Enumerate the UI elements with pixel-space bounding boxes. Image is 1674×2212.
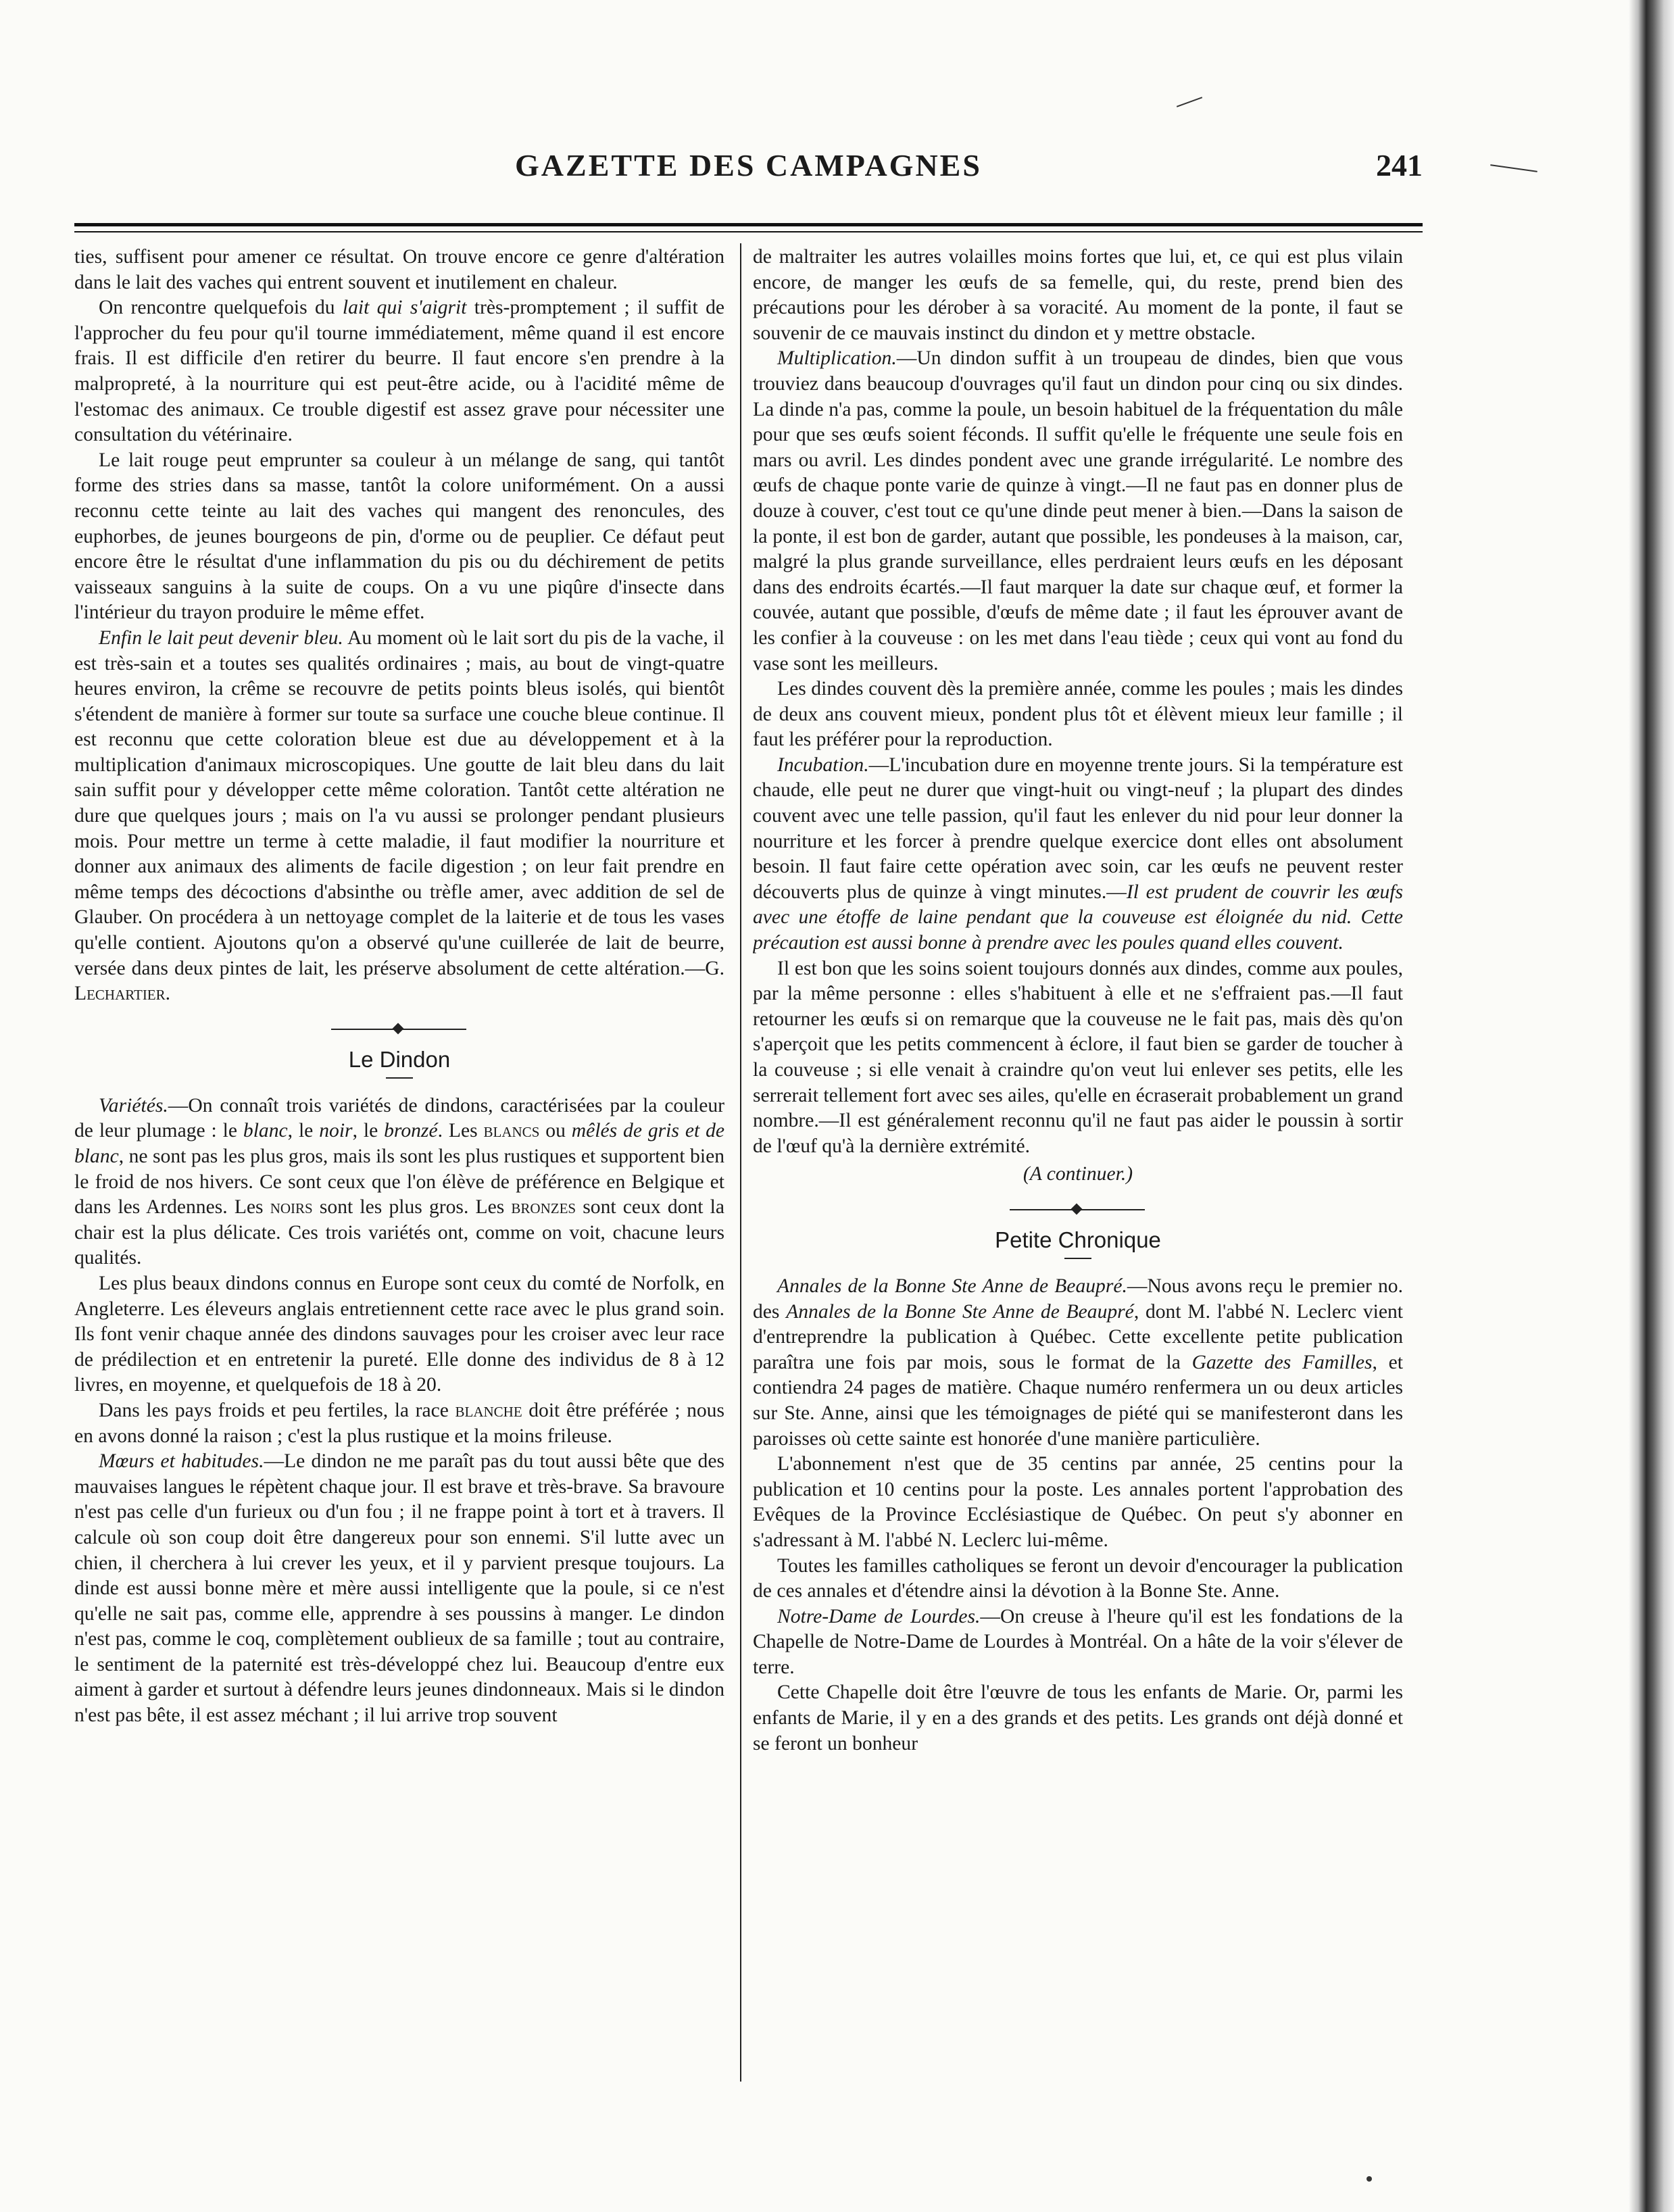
paragraph: Multiplication.—Un dindon suffit à un troupeau de dindes, bien que vous trouviez dans beaucoup d'ouvrages qu'il faut un dindon pour cinq ou six dindes. La dinde n'a pas, comme la poule, un besoin habituel de la fréquentation du mâle pour que ses œufs soient féconds. Il suffit qu'elle le fréquente une seule fois en mars ou avril. Les dindes pondent avec une grande irrégularité. Le nombre des œufs de chaque ponte varie de quinze à vingt.—Il ne faut pas en donner plus de douze à couver, c'est tout ce qu'une dinde peut mener à bien.—Dans la saison de la ponte, il est bon de garder, autant que possible, les pondeuses à la maison, car, malgré la plus grande surveillance, elles perdraient leurs œufs en les déposant dans des endroits écartés.—Il faut marquer la date sur chaque œuf, et former la couvée, autant que possible, d'œufs de même date ; il faut les éprouver avant de les confier à la couveuse : on les met dans l'eau tiède ; ceux qui vont au fond du vase sont les meilleurs.: [753, 347, 1403, 674]
paragraph: Le lait rouge peut emprunter sa couleur à un mélange de sang, qui tantôt forme des stries dans sa masse, tantôt la colore uniformément. On a aussi reconnu cette teinte au lait des vaches qui mangent des renoncules, des euphorbes, de jeunes bourgeons de pin, d'orme ou de peuplier. Ce défaut peut encore être le résultat d'une inflammation du pis ou du déchirement de petits vaisseaux sanguins à la suite de coups. On a vu une piqûre d'insecte dans l'intérieur du trayon produire le même effet.: [74, 449, 724, 624]
page-number: 241: [1376, 148, 1423, 182]
paragraph: Notre-Dame de Lourdes.—On creuse à l'heure qu'il est les fondations de la Chapelle de Notre-Dame de Lourdes à Montréal. On a hâte de la voir s'élever de terre.: [753, 1605, 1403, 1678]
paragraph: On rencontre quelquefois du lait qui s'aigrit très-promptement ; il suffit de l'approcher du feu pour qu'il tourne immédiatement, même quand il est encore frais. Il est difficile d'en retirer du beurre. Il faut encore s'en prendre à la malpropreté, à la nourriture qui est peut-être acide, ou à l'acidité même de l'estomac des animaux. Ce trouble digestif est assez grave pour nécessiter une consultation du vétérinaire.: [74, 297, 724, 446]
paragraph: Les plus beaux dindons connus en Europe sont ceux du comté de Norfolk, en Angleterre. Les éleveurs anglais entretiennent cette race avec le plus grand soin. Ils font venir chaque année des dindons sauvages pour les croiser avec leur race de prédilection et en entretenir la pureté. Elle donne des individus de 8 à 12 livres, en moyenne, et quelquefois de 18 à 20.: [74, 1272, 724, 1396]
author-signature: Lechartier.: [74, 983, 171, 1005]
paragraph: L'abonnement n'est que de 35 centins par année, 25 centins pour la publication et 10 centins pour la poste. Les annales portent l'approbation des Evêques de la Province Ecclésiastique de Québec. On peut s'y abonner en s'adressant à M. l'abbé N. Leclerc lui-même.: [753, 1453, 1403, 1551]
left-column: [74, 245, 724, 2083]
paragraph: Incubation.—L'incubation dure en moyenne trente jours. Si la température est chaude, elle peut ne durer que vingt-huit ou vingt-neuf ; la plupart des dindes couvent avec une telle passion, qu'il faut les enlever du nid pour leur donner la nourriture et les forcer à prendre quelque exercice dont elles ont absolument besoin. Il faut faire cette opération avec soin, car les œufs ne peuvent rester découverts plus de quinze à vingt minutes.—Il est prudent de couvrir les œufs avec une étoffe de laine pendant que la couveuse est éloignée du nid. Cette précaution est aussi bonne à prendre avec les poules quand elles couvent.: [753, 754, 1403, 954]
header-rule-thin: [74, 231, 1423, 232]
running-header: [74, 147, 1423, 195]
header-rule: [74, 223, 1423, 226]
section-title-chronique: Petite Chronique: [995, 1227, 1161, 1252]
paragraph: Variétés.—On connaît trois variétés de dindons, caractérisées par la couleur de leur plumage : le blanc, le noir, le bronzé. Les blancs ou mêlés de gris et de blanc, ne sont pas les plus gros, mais ils sont les plus rustiques et supportent bien le froid de nos hivers. Ce sont ceux que l'on élève de préférence en Belgique et dans les Ardennes. Les noirs sont les plus gros. Les bronzes sont ceux dont la chair est la plus délicate. Ces trois variétés ont, comme on voit, chacune leurs qualités.: [74, 1094, 724, 1269]
scan-speck: [1177, 97, 1202, 107]
paragraph: Annales de la Bonne Ste Anne de Beaupré.—Nous avons reçu le premier no. des Annales de la Bonne Ste Anne de Beaupré, dont M. l'abbé N. Leclerc vient d'entreprendre la publication à Québec. Cette excellente petite publication paraîtra une fois par mois, sous le format de la Gazette des Familles, et contiendra 24 pages de matière. Chaque numéro renfermera un ou deux articles sur Ste. Anne, ainsi que les témoignages de piété qui se manifesteront dans les paroisses où cette sainte est honorée d'une manière particulière.: [753, 1275, 1403, 1450]
right-column: [753, 245, 1403, 2083]
continuation-note: (A continuer.): [1023, 1163, 1133, 1185]
section-ornament: [74, 1018, 724, 1041]
section-ornament: [753, 1198, 1403, 1221]
title-dash: [1064, 1258, 1091, 1259]
paragraph: Les dindes couvent dès la première année, comme les poules ; mais les dindes de deux ans couvent mieux, pondent plus tôt et élèvent mieux leur famille ; il faut les préférer pour la reproduction.: [753, 678, 1403, 751]
masthead: GAZETTE DES CAMPAGNES: [515, 148, 982, 182]
scan-speck: [1490, 164, 1537, 172]
paragraph: de maltraiter les autres volailles moins fortes que lui, et, ce qui est plus vilain encore, de manger les œufs de sa femelle, qui, du reste, prend bien des précautions pour les dérober à sa voracité. Au moment de la ponte, il faut se souvenir de ce mauvais instinct du dindon et y mettre obstacle.: [753, 246, 1403, 344]
section-title-dindon: Le Dindon: [348, 1046, 451, 1072]
scan-speck: [1367, 2176, 1372, 2182]
scan-edge: [1629, 0, 1674, 2212]
paragraph: Il est bon que les soins soient toujours donnés aux dindes, comme aux poules, par la même personne : elles s'habituent à elle et ne s'effraient pas.—Il faut retourner les œufs si on remarque que la couveuse ne le fait pas, mais dès qu'on s'aperçoit que les petits commencent à éclore, il faut bien se garder de toucher à la couveuse ; si elle venait à craindre qu'on veut lui enlever ses petits, elle les serrerait tellement fort avec ses ailes, qu'elle en écraserait probablement un grand nombre.—Il est généralement reconnu qu'il ne faut pas aider le poussin à sortir de l'œuf qu'à la dernière extrémité.: [753, 957, 1403, 1157]
paragraph: ties, suffisent pour amener ce résultat. On trouve encore ce genre d'altération dans le lait des vaches qui entrent souvent et inutilement en chaleur.: [74, 246, 724, 293]
title-dash: [386, 1077, 413, 1079]
paragraph: Toutes les familles catholiques se feront un devoir d'encourager la publication de ces annales et d'étendre ainsi la dévotion à la Bonne Ste. Anne.: [753, 1554, 1403, 1602]
paragraph: Dans les pays froids et peu fertiles, la race blanche doit être préférée ; nous en avons donné la raison ; c'est la plus rustique et la moins frileuse.: [74, 1399, 724, 1447]
paragraph: Mœurs et habitudes.—Le dindon ne me paraît pas du tout aussi bête que des mauvaises langues le répètent chaque jour. Il est brave et très-brave. Sa bravoure n'est pas celle d'un furieux ou d'un fou ; il ne frappe point à tort et à travers. Il calcule où son coup doit être dangereux pour son ennemi. S'il lutte avec un chien, il cherchera à lui crever les yeux, et il y parvient presque toujours. La dinde est aussi bonne mère et mère aussi intelligente que la poule, si ce n'est qu'elle ne sait pas, comme elle, apprendre à ses poussins à manger. Le dindon n'est pas, comme le coq, complètement oublieux de sa famille ; tout au contraire, le sentiment de la paternité est très-développé chez lui. Beaucoup d'entre eux aiment à garder et surtout à défendre leurs jeunes dindonneaux. Mais si le dindon n'est pas bête, il est assez méchant ; il lui arrive trop souvent: [74, 1450, 724, 1727]
column-divider: [740, 243, 741, 2082]
paragraph: Enfin le lait peut devenir bleu. Au moment où le lait sort du pis de la vache, il est très-sain et a toutes ses qualités ordinaires ; mais, au bout de vingt-quatre heures environ, la crême se recouvre de petits points bleus isolés, qui bientôt s'étendent de manière à former sur toute sa surface une couche bleue continue. Il est reconnu que cette coloration bleue est due au développement et à la multiplication d'animaux microscopiques. Une goutte de lait bleu dans du lait sain suffit pour y développer cette même coloration. Tantôt cette altération ne dure que quelques jours ; mais on l'a vu aussi se prolonger pendant plusieurs mois. Pour mettre un terme à cette maladie, il faut modifier la nourriture et donner aux animaux des aliments de facile digestion ; on leur fait prendre en même temps des décoctions d'absinthe ou trèfle amer, avec addition de sel de Glauber. On procédera à un nettoyage complet de la laiterie et de tous les vases qu'elle contient. Ajoutons qu'on a observé qu'une cuillerée de lait de beurre, versée dans deux pintes de lait, les préserve absolument de cette altération.—G. Lechartier.: [74, 626, 724, 1005]
paragraph: Cette Chapelle doit être l'œuvre de tous les enfants de Marie. Or, parmi les enfants de Marie, il y en a des grands et des petits. Les grands ont déjà donné et se feront un bonheur: [753, 1681, 1403, 1754]
